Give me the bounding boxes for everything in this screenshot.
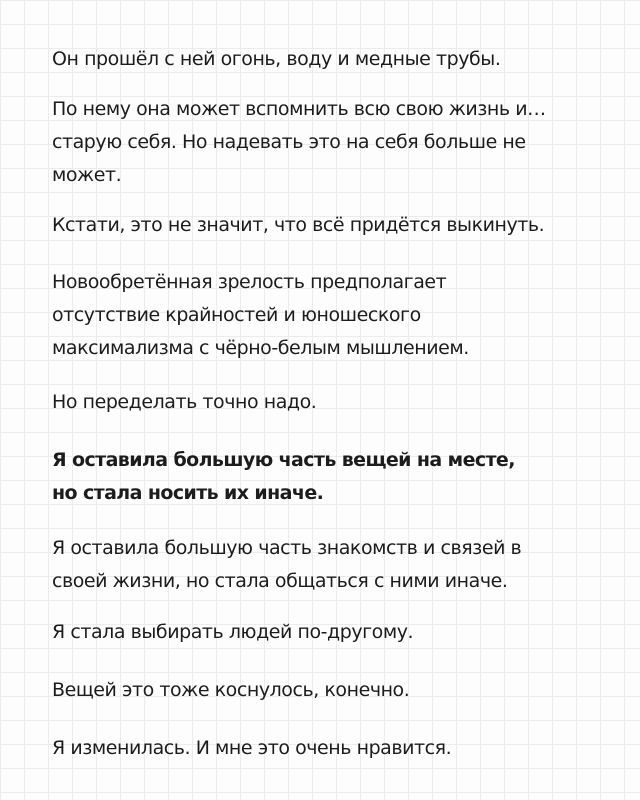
text-line: отсутствие крайностей и юношеского [52, 304, 421, 326]
text-line: но стала носить их иначе. [52, 482, 324, 504]
text-line: Я оставила большую часть вещей на месте, [52, 449, 515, 471]
text-line: старую себя. Но надевать это на себя больше не [52, 131, 526, 153]
text-line: максимализма с чёрно-белым мышлением. [52, 337, 469, 359]
text-line: Он прошёл с ней огонь, воду и медные трубы. [52, 48, 501, 70]
text-line: может. [52, 164, 122, 186]
text-line: По нему она может вспомнить всю свою жизнь и… [52, 98, 546, 120]
paragraph-6-highlight [52, 444, 612, 510]
paragraph-3 [52, 209, 612, 242]
text-line: Кстати, это не значит, что всё придётся выкинуть. [52, 214, 545, 236]
paragraph-1 [52, 43, 612, 76]
text-line: своей жизни, но стала общаться с ними иначе. [52, 570, 508, 592]
paragraph-7 [52, 532, 612, 598]
text-line: Но переделать точно надо. [52, 391, 317, 413]
text-line: Вещей это тоже коснулось, конечно. [52, 679, 410, 701]
text-line: Я оставила большую часть знакомств и связей в [52, 537, 522, 559]
paragraph-4 [52, 266, 612, 365]
paragraph-10 [52, 732, 612, 765]
text-line: Новообретённая зрелость предполагает [52, 271, 447, 293]
paragraph-2 [52, 93, 612, 192]
text-line: Я стала выбирать людей по-другому. [52, 621, 414, 643]
paragraph-8 [52, 616, 612, 649]
paragraph-9 [52, 674, 612, 707]
paragraph-5 [52, 386, 612, 419]
text-line: Я изменилась. И мне это очень нравится. [52, 737, 452, 759]
